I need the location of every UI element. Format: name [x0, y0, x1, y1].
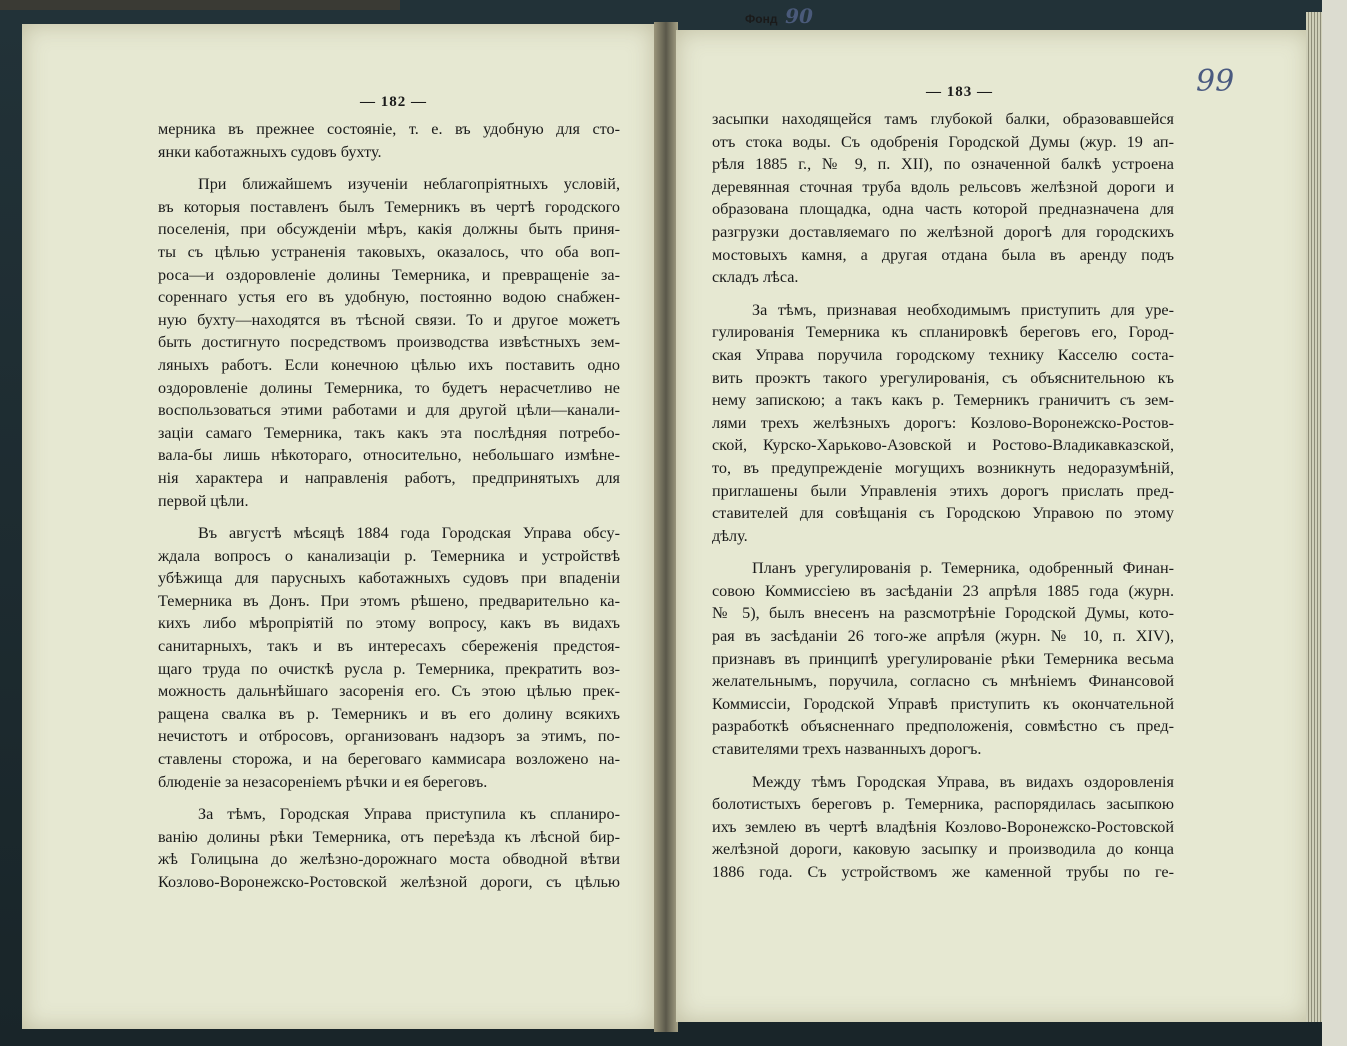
text-line: ращена свалка въ р. Темерникъ и въ его долину всякихъ [158, 704, 620, 723]
text-line: ская Управа поручила городскому технику Касселю соста- [712, 345, 1174, 364]
text-line: жѣ Голицына до желѣзно-дорожнаго моста обводной вѣтви [158, 850, 620, 869]
text-line: ную бухту—находятся въ тѣсной связи. То и другое можетъ [158, 310, 620, 329]
text-line: ждала вопросъ о канализаціи р. Темерника и устройствѣ [158, 546, 620, 565]
text-line: ванію долины рѣки Темерника, отъ переѣзда къ лѣсной бир- [158, 827, 620, 846]
right-page [676, 30, 1310, 1022]
paragraph-gap [158, 512, 620, 522]
text-line: ставителей для совѣщанія съ Городскою Управою по этому [712, 504, 1174, 523]
text-line: гулированія Темерника къ спланировкѣ береговъ его, Город- [712, 323, 1174, 342]
text-line: 1886 года. Съ устройствомъ же каменной трубы по ге- [712, 863, 1174, 881]
text-line: За тѣмъ, признавая необходимымъ приступить для уре- [752, 300, 1174, 319]
text-line: Въ августѣ мѣсяцѣ 1884 года Городская Управа обсу- [198, 524, 620, 543]
right-page-text [712, 108, 1174, 884]
text-line: ставлены сторожа, и на береговаго каммисара возложено на- [158, 750, 620, 769]
text-line: можность дальнѣйшаго засоренія его. Съ этою цѣлью прек- [158, 682, 620, 701]
text-line: совою Коммиссіею въ засѣданіи 23 апрѣля 1885 года (журн. [712, 581, 1174, 600]
text-line: вить проэктъ такого урегулированія, съ объяснительною къ [712, 368, 1174, 387]
text-line: мерника въ прежнее состояніе, т. е. въ удобную для сто- [158, 120, 620, 138]
fond-number: 90 [785, 4, 813, 28]
text-line: то, въ предупрежденіе могущихъ возникнуть недоразумѣній, [712, 458, 1174, 477]
left-page [22, 24, 654, 1029]
text-line: ляныхъ работъ. Если конечною цѣлью ихъ поставить одно [158, 355, 620, 374]
text-line: ты съ цѣлью устраненія таковыхъ, оказалось, что оба воп- [158, 242, 620, 261]
paragraph [712, 108, 1174, 289]
paragraph [158, 118, 620, 163]
text-line: рая въ засѣданіи 26 того-же апрѣля (журн. № 10, п. XIV), [712, 627, 1174, 646]
paragraph [712, 557, 1174, 760]
paragraph-gap [158, 793, 620, 803]
text-line: нечистотъ и отбросовъ, организованъ надзоръ за этимъ, по- [158, 727, 620, 746]
text-line: дѣлу. [712, 526, 748, 545]
text-line: Между тѣмъ Городская Управа, въ видахъ оздоровленія [752, 772, 1174, 791]
text-line: роса—и оздоровленіе долины Темерника, и превращеніе за- [158, 265, 620, 284]
text-line: щаго труда по очисткѣ русла р. Темерника, прекратить воз- [158, 659, 620, 678]
text-line: вала-бы лишь нѣкотораго, относительно, небольшаго измѣне- [158, 446, 620, 465]
text-line: ской, Курско-Харьково-Азовской и Ростово-Владикавказской, [712, 436, 1174, 455]
text-line: поселенія, при обсужденіи мѣръ, какія должны быть приня- [158, 220, 620, 239]
text-line: Козлово-Воронежско-Ростовской желѣзной дороги, съ цѣлью [158, 873, 620, 891]
fond-label: Фонд [745, 12, 778, 26]
paragraph [158, 803, 620, 893]
text-line: рѣля 1885 г., № 9, п. XII), по означенной балкѣ устроена [712, 155, 1174, 174]
text-line: быть достигнуто посредствомъ производства извѣстныхъ зем- [158, 333, 620, 352]
paragraph [158, 173, 620, 512]
adjacent-sheet [1322, 0, 1347, 1046]
text-line: сореннаго устья его въ удобную, постоянно водою снабжен- [158, 288, 620, 307]
paragraph [158, 522, 620, 793]
left-page-number: — 182 — [360, 94, 427, 110]
text-line: санитарныхъ, такъ и въ интересахъ сбереженія предстоя- [158, 637, 620, 656]
text-line: образована площадка, одна часть которой предназначена для [712, 200, 1174, 219]
text-line: мостовыхъ камня, а другая отдана была въ аренду подъ [712, 245, 1174, 264]
text-line: заціи самаго Темерника, такъ какъ эта послѣдняя потребо- [158, 423, 620, 442]
text-line: За тѣмъ, Городская Управа приступила къ спланиро- [198, 805, 620, 824]
text-line: Планъ урегулированія р. Темерника, одобренный Финан- [752, 559, 1174, 578]
paragraph-gap [712, 547, 1174, 557]
text-line: складъ лѣса. [712, 268, 799, 287]
text-line: засыпки находящейся тамъ глубокой балки, образовавшейся [712, 110, 1174, 128]
paragraph [712, 771, 1174, 884]
text-line: убѣжища для парусныхъ каботажныхъ судовъ при впаденіи [158, 569, 620, 588]
text-line: воспользоваться этими работами и для другой цѣли—канали- [158, 401, 620, 420]
handwritten-folio-number: 99 [1196, 64, 1235, 99]
archive-fond-label [745, 4, 865, 26]
right-page-number: — 183 — [926, 84, 993, 100]
text-line: Коммиссіи, Городской Управѣ приступить къ окончательной [712, 694, 1174, 713]
left-page-text [158, 118, 620, 894]
paragraph-gap [712, 761, 1174, 771]
text-line: При ближайшемъ изученіи неблагопріятныхъ условій, [198, 175, 620, 194]
text-line: деревянная сточная труба вдоль рельсовъ желѣзной дороги и [712, 177, 1174, 196]
text-line: желѣзной дороги, каковую засыпку и производила до конца [712, 840, 1174, 859]
top-edge-strip [0, 0, 400, 10]
text-line: № 5), былъ внесенъ на разсмотрѣніе Городской Думы, кото- [712, 604, 1174, 623]
paragraph-gap [158, 163, 620, 173]
book-gutter [654, 22, 678, 1032]
text-line: ихъ землею въ чертѣ владѣнія Козлово-Воронежско-Ростовской [712, 817, 1174, 836]
text-line: кихъ либо мѣропріятій по этому вопросу, какъ въ видахъ [158, 614, 620, 633]
text-line: желательнымъ, поручила, согласно съ мнѣніемъ Финансовой [712, 672, 1174, 691]
text-line: оздоровленіе долины Темерника, то будетъ нерасчетливо не [158, 378, 620, 397]
text-line: Темерника въ Донъ. При этомъ рѣшено, предварительно ка- [158, 591, 620, 610]
text-line: янки каботажныхъ судовъ бухту. [158, 142, 382, 161]
paragraph [712, 299, 1174, 548]
text-line: первой цѣли. [158, 491, 249, 510]
text-line: въ которыя поставленъ былъ Темерникъ въ чертѣ городского [158, 197, 620, 216]
paragraph-gap [712, 289, 1174, 299]
text-line: блюденіе за незасореніемъ рѣчки и ея береговъ. [158, 772, 488, 791]
text-line: разработкѣ объясненнаго предположенія, совмѣстно съ пред- [712, 717, 1174, 736]
text-line: признавъ въ принципѣ урегулированіе рѣки Темерника весьма [712, 649, 1174, 668]
text-line: нему запискою; а такъ какъ р. Темерникъ граничитъ съ зем- [712, 391, 1174, 410]
text-line: ставителями трехъ названныхъ дорогъ. [712, 740, 982, 759]
text-line: болотистыхъ береговъ р. Темерника, распорядилась засыпкою [712, 795, 1174, 814]
text-line: приглашены были Управленія этихъ дорогъ прислать пред- [712, 481, 1174, 500]
text-line: отъ стока воды. Съ одобренія Городской Думы (жур. 19 ап- [712, 132, 1174, 151]
text-line: нія характера и направленія работъ, предпринятыхъ для [158, 468, 620, 487]
text-line: лями трехъ желѣзныхъ дорогъ: Козлово-Воронежско-Ростов- [712, 413, 1174, 432]
text-line: разгрузки доставляемаго по желѣзной дорогѣ для городскихъ [712, 222, 1174, 241]
